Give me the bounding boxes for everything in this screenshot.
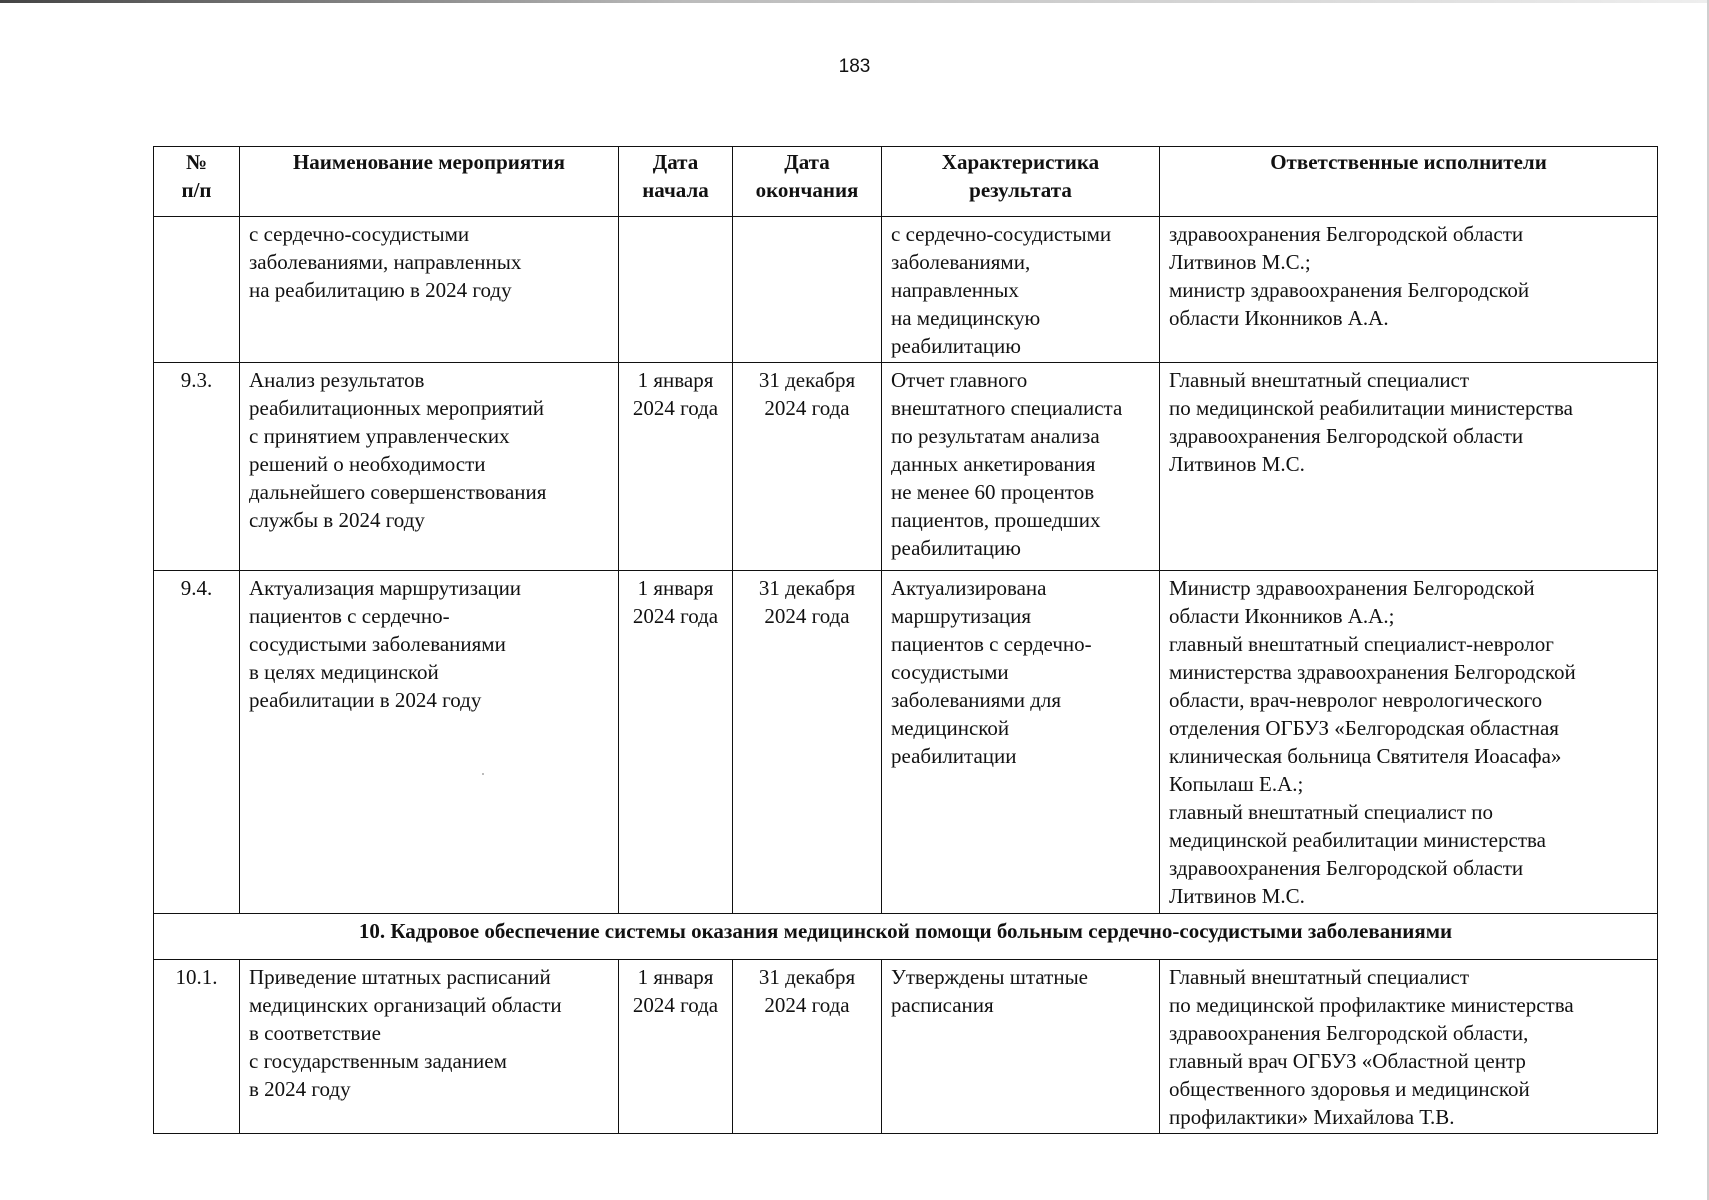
row-name: с сердечно-сосудистыми заболеваниями, направленных на реабилитацию в 2024 году (240, 217, 619, 363)
row-num: 9.4. (154, 571, 240, 914)
row-name: Анализ результатов реабилитационных мероприятий с принятием управленческих решений о необходимости дальнейшего совершенствования службы в 2024 году (240, 363, 619, 571)
row-num: 10.1. (154, 960, 240, 1134)
scan-speck (482, 773, 484, 775)
row-num: 9.3. (154, 363, 240, 571)
row-end-date: 31 декабря 2024 года (733, 571, 882, 914)
row-start-date: 1 января 2024 года (619, 960, 733, 1134)
header-result: Характеристика результата (882, 147, 1160, 217)
row-responsible: Главный внештатный специалист по медицинской реабилитации министерства здравоохранения Белгородской области Литвинов М.С. (1160, 363, 1658, 571)
row-responsible: Министр здравоохранения Белгородской области Иконников А.А.; главный внештатный специалист-невролог министерства здравоохранения Белгородской области, врач-невролог неврологического отделения ОГБУЗ «Белгородская областная клиническая больница Святителя Иоасафа» Копылаш Е.А.; главный внештатный специалист по медицинской реабилитации министерства здравоохранения Белгородской области Литвинов М.С. (1160, 571, 1658, 914)
header-end-date: Дата окончания (733, 147, 882, 217)
row-start-date: 1 января 2024 года (619, 363, 733, 571)
row-num (154, 217, 240, 363)
scan-edge (0, 0, 1709, 3)
section-title: 10. Кадровое обеспечение системы оказания медицинской помощи больным сердечно-сосудистыми заболеваниями (154, 914, 1658, 960)
page-number: 183 (838, 56, 871, 77)
row-end-date: 31 декабря 2024 года (733, 363, 882, 571)
row-end-date (733, 217, 882, 363)
activity-table (153, 146, 1658, 1134)
header-num: № п/п (154, 147, 240, 217)
row-start-date (619, 217, 733, 363)
row-result: Отчет главного внештатного специалиста по результатам анализа данных анкетирования не менее 60 процентов пациентов, прошедших реабилитацию (882, 363, 1160, 571)
table-row (154, 571, 1658, 914)
header-start-date: Дата начала (619, 147, 733, 217)
row-start-date: 1 января 2024 года (619, 571, 733, 914)
row-end-date: 31 декабря 2024 года (733, 960, 882, 1134)
section-heading-row (154, 914, 1658, 960)
table-header-row (154, 147, 1658, 217)
row-name: Актуализация маршрутизации пациентов с сердечно- сосудистыми заболеваниями в целях медицинской реабилитации в 2024 году (240, 571, 619, 914)
header-name: Наименование мероприятия (240, 147, 619, 217)
row-responsible: здравоохранения Белгородской области Литвинов М.С.; министр здравоохранения Белгородской области Иконников А.А. (1160, 217, 1658, 363)
row-result: Актуализирована маршрутизация пациентов с сердечно- сосудистыми заболеваниями для медицинской реабилитации (882, 571, 1160, 914)
header-responsible: Ответственные исполнители (1160, 147, 1658, 217)
table-row (154, 363, 1658, 571)
row-name: Приведение штатных расписаний медицинских организаций области в соответствие с государственным заданием в 2024 году (240, 960, 619, 1134)
row-responsible: Главный внештатный специалист по медицинской профилактике министерства здравоохранения Белгородской области, главный врач ОГБУЗ «Областной центр общественного здоровья и медицинской профилактики» Михайлова Т.В. (1160, 960, 1658, 1134)
table-row (154, 960, 1658, 1134)
table-row (154, 217, 1658, 363)
row-result: с сердечно-сосудистыми заболеваниями, направленных на медицинскую реабилитацию (882, 217, 1160, 363)
row-result: Утверждены штатные расписания (882, 960, 1160, 1134)
